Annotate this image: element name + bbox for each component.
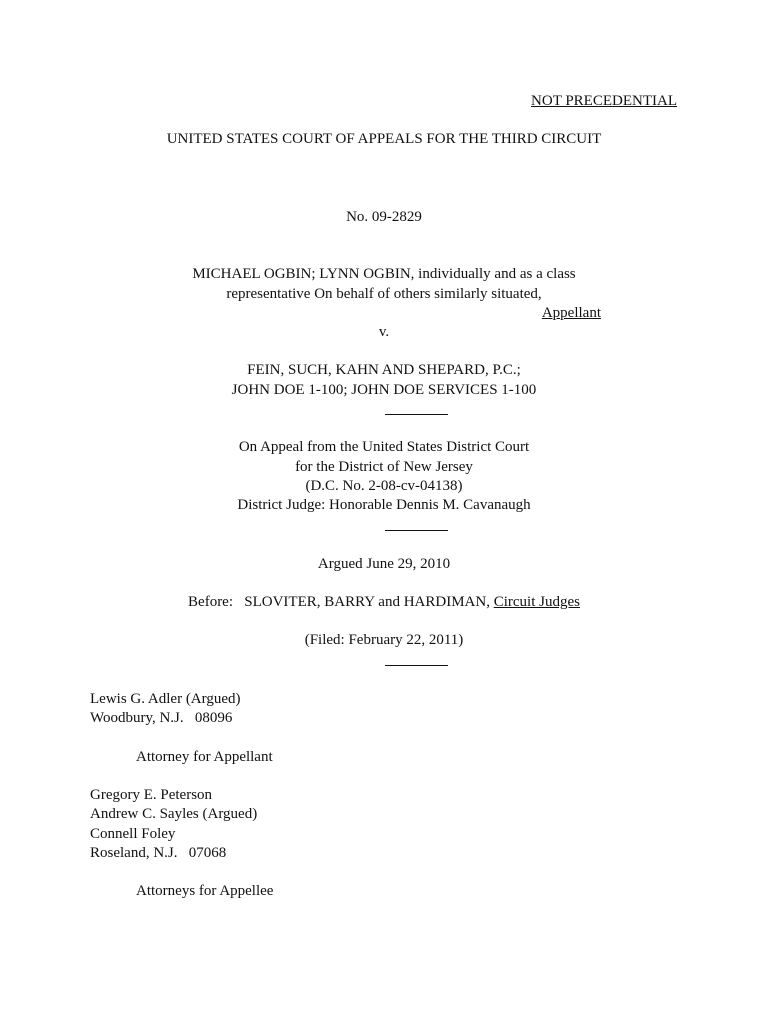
appellant-role: Appellant (541, 305, 601, 321)
section-divider (385, 414, 448, 415)
argued-date: Argued June 29, 2010 (317, 556, 451, 572)
appellant-counsel-line: Woodbury, N.J. 08096 (90, 710, 233, 726)
district-case-number: (D.C. No. 2-08-cv-04138) (305, 478, 463, 494)
court-name: UNITED STATES COURT OF APPEALS FOR THE THIRD CIRCUIT (166, 131, 602, 147)
appellant-names: MICHAEL OGBIN; LYNN OGBIN, individually and as a class (192, 266, 576, 282)
appellee-counsel-role: Attorneys for Appellee (136, 883, 274, 899)
appellee-counsel-line: Roseland, N.J. 07068 (90, 845, 227, 861)
section-divider (385, 665, 448, 666)
panel-judges (0, 593, 768, 611)
docket-number: No. 09-2829 (346, 209, 422, 225)
appellant-description: representative On behalf of others similarly situated, (226, 286, 542, 302)
appellant-counsel-line: Lewis G. Adler (Argued) (90, 691, 241, 707)
section-divider (385, 530, 448, 531)
appellee-doe-parties: JOHN DOE 1-100; JOHN DOE SERVICES 1-100 (231, 382, 537, 398)
appeal-district: for the District of New Jersey (295, 459, 473, 475)
panel-judges-title: Circuit Judges (493, 594, 580, 610)
appellee-counsel-line: Connell Foley (90, 826, 176, 842)
appellee-counsel-line: Gregory E. Peterson (90, 787, 213, 803)
district-judge: District Judge: Honorable Dennis M. Cavanaugh (237, 497, 531, 513)
appellee-names: FEIN, SUCH, KAHN AND SHEPARD, P.C.; (247, 362, 521, 378)
appellee-counsel-line: Andrew C. Sayles (Argued) (90, 806, 258, 822)
filed-date: (Filed: February 22, 2011) (304, 632, 464, 648)
appellant-counsel-role: Attorney for Appellant (136, 749, 273, 765)
versus: v. (378, 324, 390, 340)
precedential-status: NOT PRECEDENTIAL (531, 93, 677, 109)
panel-judges-names: Before: SLOVITER, BARRY and HARDIMAN, (188, 594, 494, 610)
appeal-origin: On Appeal from the United States District Court (238, 439, 530, 455)
